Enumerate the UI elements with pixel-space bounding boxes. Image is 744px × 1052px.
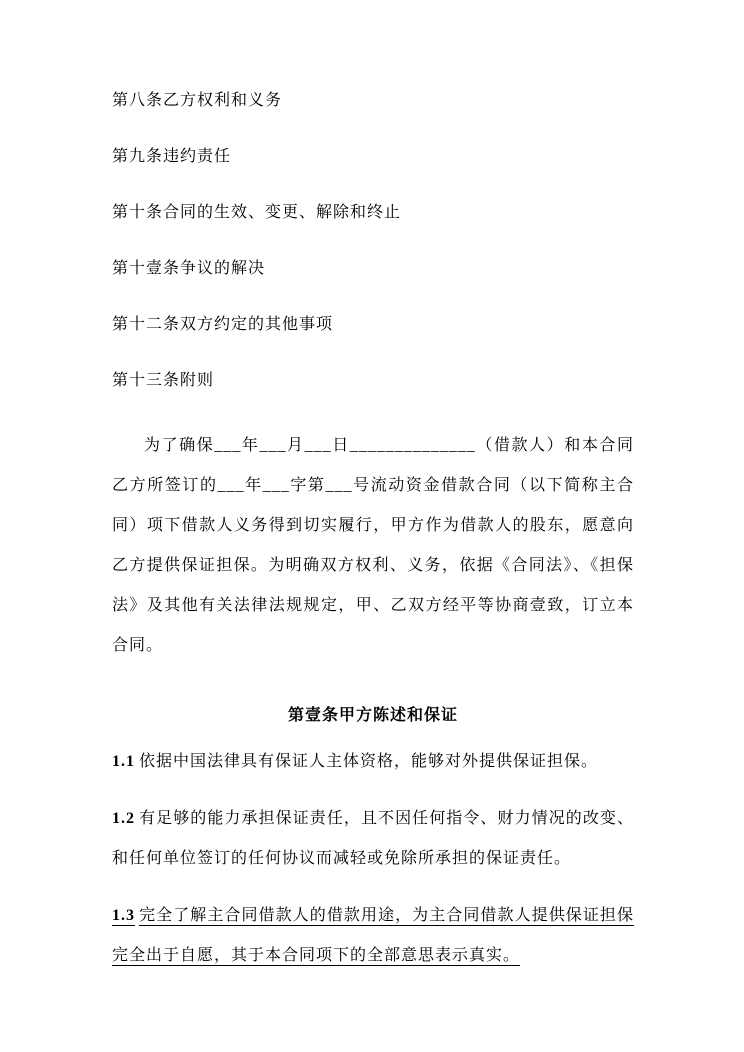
clause-1-2-text: 有足够的能力承担保证责任，且不因任何指令、财力情况的改变、和任何单位签订的任何协议而减轻或免除所承担的保证责任。 <box>112 810 634 867</box>
clause-1-2-number: 1.2 <box>112 810 135 827</box>
toc-item-article-11: 第十壹条争议的解决 <box>112 260 266 277</box>
toc-item-article-9: 第九条违约责任 <box>112 148 232 165</box>
clause-1-3 <box>112 896 634 976</box>
toc-item-article-10: 第十条合同的生效、变更、解除和终止 <box>112 204 402 221</box>
intro-paragraph: 为了确保___年___月___日______________（借款人）和本合同乙方所签订的___年___字第___号流动资金借款合同（以下简称主合同）项下借款人义务得到切实履行，甲方作为借款人的股东，愿意向乙方提供保证担保。为明确双方权利、义务，依据《合同法》、《担保法》及其他有关法律法规规定，甲、乙双方经平等协商壹致，订立本合同。 <box>112 437 634 654</box>
clause-1-1-number: 1.1 <box>112 753 135 770</box>
clause-1-3-text: 完全了解主合同借款人的借款用途，为主合同借款人提供保证担保完全出于自愿，其于本合同项下的全部意思表示真实。 <box>112 907 634 964</box>
toc-item-article-13: 第十三条附则 <box>112 372 215 389</box>
toc-item-article-8: 第八条乙方权利和义务 <box>112 92 283 109</box>
document-page <box>112 90 634 976</box>
clause-1-2 <box>112 799 634 879</box>
clause-1-1 <box>112 742 634 782</box>
clause-1-3-number: 1.3 <box>112 907 135 924</box>
clause-1-1-text: 依据中国法律具有保证人主体资格，能够对外提供保证担保。 <box>139 753 599 770</box>
toc-item-article-12: 第十二条双方约定的其他事项 <box>112 316 334 333</box>
section-heading-article-1: 第壹条甲方陈述和保证 <box>287 707 458 724</box>
